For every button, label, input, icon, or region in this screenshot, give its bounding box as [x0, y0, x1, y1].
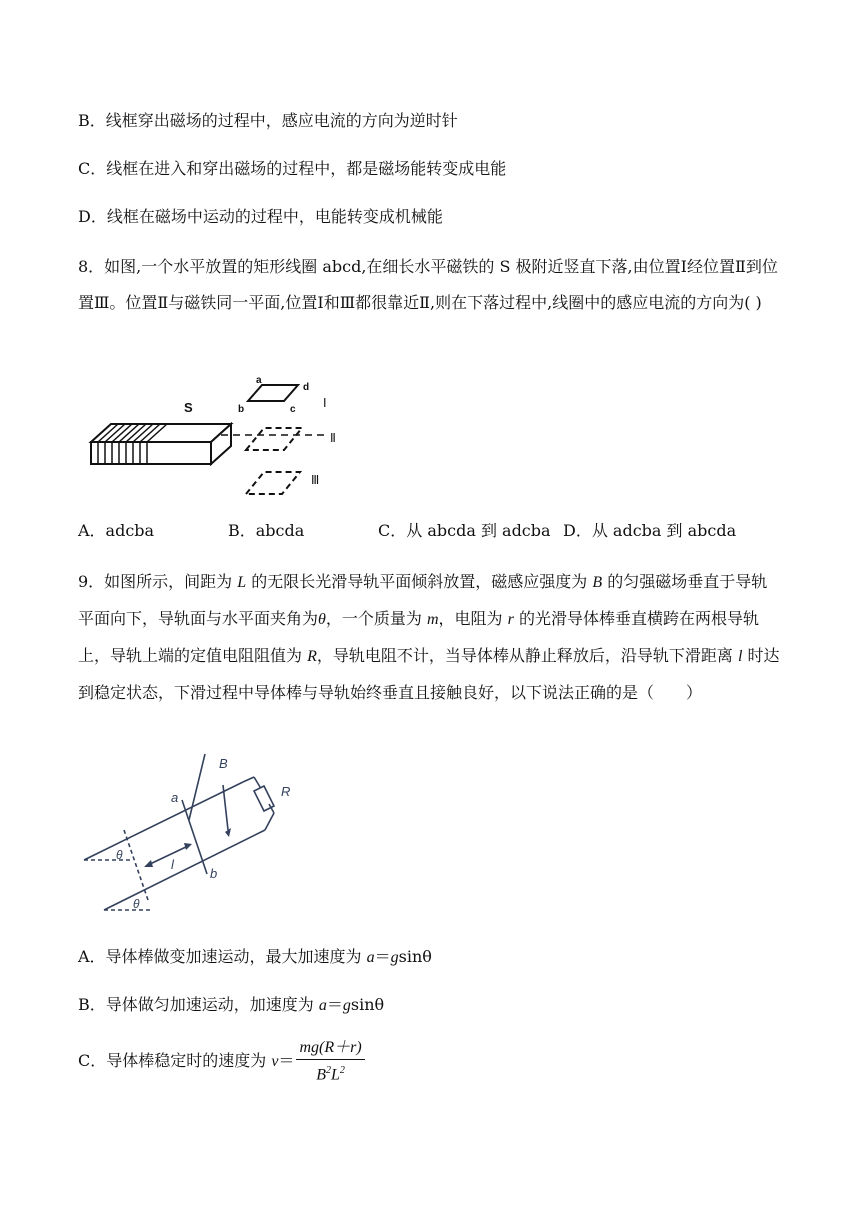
q8-option-a: A．adcba	[78, 521, 155, 540]
field-label: B	[219, 756, 228, 771]
coil-position-2	[246, 428, 302, 450]
position-label-2: Ⅱ	[330, 431, 336, 445]
velocity-formula: $\frac{mg(R+r)}{B^2L^2}$	[296, 1038, 364, 1085]
conductor-bar	[182, 800, 207, 874]
corner-c: c	[290, 404, 296, 415]
q8-option-c: C．从 abcda 到 adcba	[378, 521, 551, 540]
pole-label: S	[184, 400, 193, 415]
q8-figure	[86, 372, 356, 502]
position-label-3: Ⅲ	[311, 473, 320, 487]
q8-option-b: B．abcda	[228, 521, 305, 540]
corner-d: d	[303, 382, 310, 393]
angle-label-2: θ	[133, 897, 140, 911]
q8-stem: 8．如图,一个水平放置的矩形线圈 abcd,在细长水平磁铁的 S 极附近竖直下落,由位置Ⅰ经位置Ⅱ到位置Ⅲ。位置Ⅱ与磁铁同一平面,位置Ⅰ和Ⅲ都很靠近Ⅱ,则在下落过程中,线圈中的感应电流的方向为( )	[78, 257, 778, 312]
bar-end-a: a	[171, 790, 179, 805]
q9-option-a: A．导体棒做变加速运动，最大加速度为 a＝gsinθ	[78, 947, 432, 966]
coil-position-1	[248, 385, 298, 401]
resistor-label: R	[281, 784, 291, 799]
q9-figure	[78, 750, 298, 918]
q9-stem: 9．如图所示，间距为 L 的无限长光滑导轨平面倾斜放置，磁感应强度为 B 的匀强磁场垂直于导轨平面向下，导轨面与水平面夹角为θ，一个质量为 m，电阻为 r 的光滑导体棒垂直横跨在两根导轨上，导轨上端的定值电阻阻值为 R，导轨电阻不计，当导体棒从静止释放后，沿导轨下滑距离 l 时达到稳定状态，下滑过程中导体棒与导轨始终垂直且接触良好，以下说法正确的是（ ）	[78, 572, 780, 702]
q7-option-d: D．线框在磁场中运动的过程中，电能转变成机械能	[78, 207, 443, 226]
q9-option-c: C．导体棒稳定时的速度为 v＝ $\frac{mg(R+r)}{B^2L^2}$	[78, 1038, 365, 1085]
coil-position-3	[246, 472, 300, 494]
corner-a: a	[256, 375, 262, 386]
q7-option-c: C．线框在进入和穿出磁场的过程中，都是磁场能转变成电能	[78, 159, 507, 178]
q8-option-d: D．从 adcba 到 abcda	[563, 521, 737, 540]
distance-label: l	[171, 857, 174, 872]
corner-b: b	[238, 404, 245, 415]
bar-end-b: b	[210, 866, 218, 881]
rail-lower	[104, 830, 265, 910]
position-label-1: Ⅰ	[323, 396, 327, 410]
rail-upper	[84, 782, 243, 860]
q7-option-b: B．线框穿出磁场的过程中，感应电流的方向为逆时针	[78, 111, 458, 130]
angle-label-1: θ	[116, 848, 123, 862]
q9-option-b: B．导体做匀加速运动，加速度为 a＝gsinθ	[78, 995, 385, 1014]
